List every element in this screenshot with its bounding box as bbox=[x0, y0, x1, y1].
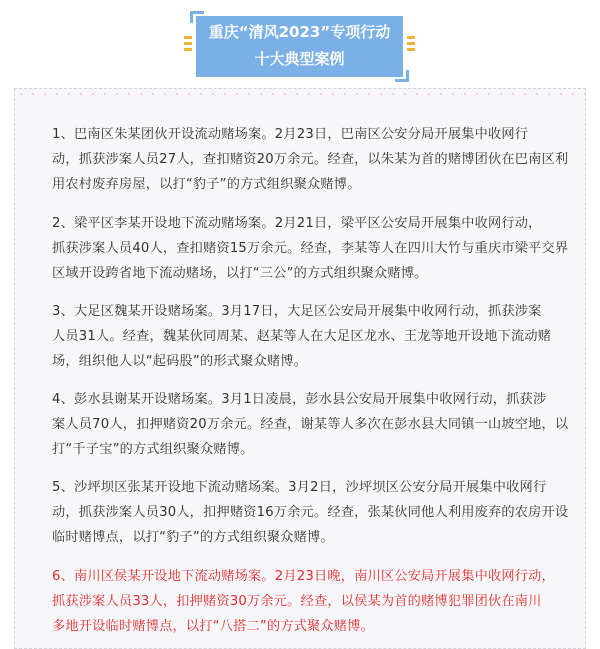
corner-bracket-bottom-right bbox=[395, 70, 409, 82]
decorative-bars-right-icon bbox=[407, 36, 417, 54]
case-item-1 bbox=[52, 122, 569, 197]
case-text-line: 4、彭水县谢某开设赌场案。3月1日凌晨，彭水县公安局开展集中收网行动，抓获涉 bbox=[52, 392, 547, 407]
banner-subtitle: 十大典型案例 bbox=[254, 50, 345, 68]
dotted-divider bbox=[15, 93, 585, 95]
case-item-4 bbox=[52, 387, 569, 462]
case-text-line: 用农村废弃房屋，以打“豹子”的方式组织聚众赌博。 bbox=[52, 177, 361, 192]
title-banner bbox=[196, 16, 403, 77]
cases-panel bbox=[14, 88, 586, 649]
case-text-line: 抓获涉案人员40人，查扣赌资15万余元。经查，李某等人在四川大竹与重庆市梁平交界 bbox=[52, 241, 569, 256]
case-text-line: 3、大足区魏某开设赌场案。3月17日，大足区公安局开展集中收网行动，抓获涉案 bbox=[52, 304, 542, 319]
case-text-line: 案人员70人，扣押赌资20万余元。经查，谢某等人多次在彭水县大同镇一山坡空地，以 bbox=[52, 417, 569, 432]
decorative-bars-left-icon bbox=[184, 36, 194, 54]
case-text-line: 动，抓获涉案人员30人，扣押赌资16万余元。经查，张某伙同他人利用废弃的农房开设 bbox=[52, 505, 569, 520]
case-text-line: 打“千子宝”的方式组织聚众赌博。 bbox=[52, 442, 254, 457]
case-text-line: 2、梁平区李某开设地下流动赌场案。2月21日，梁平区公安局开展集中收网行动， bbox=[52, 216, 542, 231]
case-text-line: 人员31人。经查，魏某伙同周某、赵某等人在大足区龙水、王龙等地开设地下流动赌 bbox=[52, 329, 552, 344]
case-text-line: 抓获涉案人员33人，扣押赌资30万余元。经查，以侯某为首的赌博犯罪团伙在南川 bbox=[52, 594, 542, 609]
case-item-2 bbox=[52, 211, 569, 286]
case-text-line: 场，组织他人以“起码股”的形式聚众赌博。 bbox=[52, 354, 308, 369]
case-text-line: 多地开设临时赌博点，以打“八搭二”的方式聚众赌博。 bbox=[52, 619, 374, 634]
case-item-3 bbox=[52, 299, 559, 374]
case-item-5 bbox=[52, 475, 569, 550]
banner-title: 重庆“清风2023”专项行动 bbox=[208, 23, 391, 41]
case-text-line: 区域开设跨省地下流动赌场，以打“三公”的方式组织聚众赌博。 bbox=[52, 266, 428, 281]
case-text-line: 动，抓获涉案人员27人，查扣赌资20万余元。经查，以朱某为首的赌博团伙在巴南区利 bbox=[52, 152, 569, 167]
case-item-6-highlighted bbox=[52, 564, 559, 639]
case-text-line: 5、沙坪坝区张某开设地下流动赌场案。3月2日，沙坪坝区公安分局开展集中收网行 bbox=[52, 480, 547, 495]
case-text-line: 6、南川区侯某开设地下流动赌场案。2月23日晚，南川区公安局开展集中收网行动， bbox=[52, 569, 555, 584]
case-text-line: 1、巴南区朱某团伙开设流动赌场案。2月23日，巴南区公安分局开展集中收网行 bbox=[52, 127, 529, 142]
case-text-line: 临时赌博点，以打“豹子”的方式组织聚众赌博。 bbox=[52, 530, 334, 545]
